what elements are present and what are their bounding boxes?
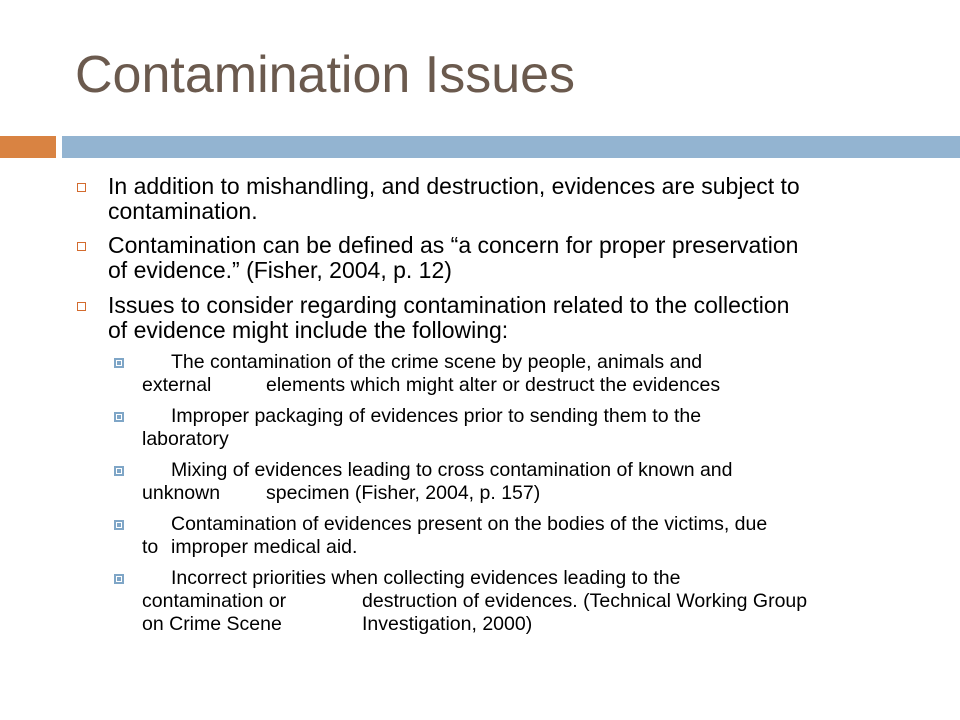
- subbullet-text: improper medical aid.: [171, 536, 358, 558]
- subbullet-item: [142, 459, 932, 505]
- bullet-line: Issues to consider regarding contamination related to the collection: [108, 292, 790, 318]
- subbullet-text: external: [142, 374, 212, 396]
- subbullet-text: unknown: [142, 482, 221, 504]
- subbullet-line: [142, 590, 932, 613]
- subbullet-text: elements which might alter or destruct the evidences: [266, 374, 721, 396]
- bullet-line: In addition to mishandling, and destruction, evidences are subject to: [108, 173, 800, 199]
- accent-bar-orange: [0, 136, 56, 158]
- subbullet-line: [142, 374, 932, 397]
- square-bullet-icon: [114, 412, 124, 422]
- bullet-line: contamination.: [108, 198, 258, 224]
- subbullet-line: laboratory: [142, 428, 229, 450]
- bullet-line: Contamination can be defined as “a concern for proper preservation: [108, 232, 799, 258]
- square-bullet-icon: [114, 466, 124, 476]
- subbullet-line: Contamination of evidences present on the bodies of the victims, due: [171, 513, 768, 535]
- subbullet-text: contamination or: [142, 590, 287, 612]
- subbullet-text: specimen (Fisher, 2004, p. 157): [266, 482, 541, 504]
- subbullet-text: Investigation, 2000): [362, 613, 533, 635]
- subbullet-text: on Crime Scene: [142, 613, 282, 635]
- square-bullet-icon: [114, 574, 124, 584]
- slide-title: Contamination Issues: [75, 46, 576, 104]
- square-bullet-icon: [77, 302, 86, 311]
- bullet-item: [108, 174, 928, 224]
- subbullet-text: destruction of evidences. (Technical Working Group: [362, 590, 808, 612]
- subbullet-item: [142, 513, 932, 559]
- square-bullet-icon: [114, 358, 124, 368]
- subbullet-line: The contamination of the crime scene by people, animals and: [171, 351, 703, 373]
- square-bullet-icon: [114, 520, 124, 530]
- subbullet-item: [142, 567, 932, 636]
- subbullet-line: [142, 536, 932, 559]
- accent-bar-blue: [62, 136, 960, 158]
- subbullet-line: [142, 482, 932, 505]
- bullet-line: of evidence might include the following:: [108, 317, 509, 343]
- square-bullet-icon: [77, 183, 86, 192]
- subbullet-item: [142, 405, 932, 451]
- subbullet-line: Mixing of evidences leading to cross contamination of known and: [171, 459, 733, 481]
- subbullet-text: to: [142, 536, 159, 558]
- bullet-line: of evidence.” (Fisher, 2004, p. 12): [108, 257, 452, 283]
- subbullet-line: [142, 613, 932, 636]
- subbullet-line: Incorrect priorities when collecting evidences leading to the: [171, 567, 681, 589]
- subbullet-item: [142, 351, 932, 397]
- bullet-item: [108, 293, 928, 343]
- square-bullet-icon: [77, 242, 86, 251]
- bullet-item: [108, 233, 928, 283]
- subbullet-line: Improper packaging of evidences prior to sending them to the: [171, 405, 702, 427]
